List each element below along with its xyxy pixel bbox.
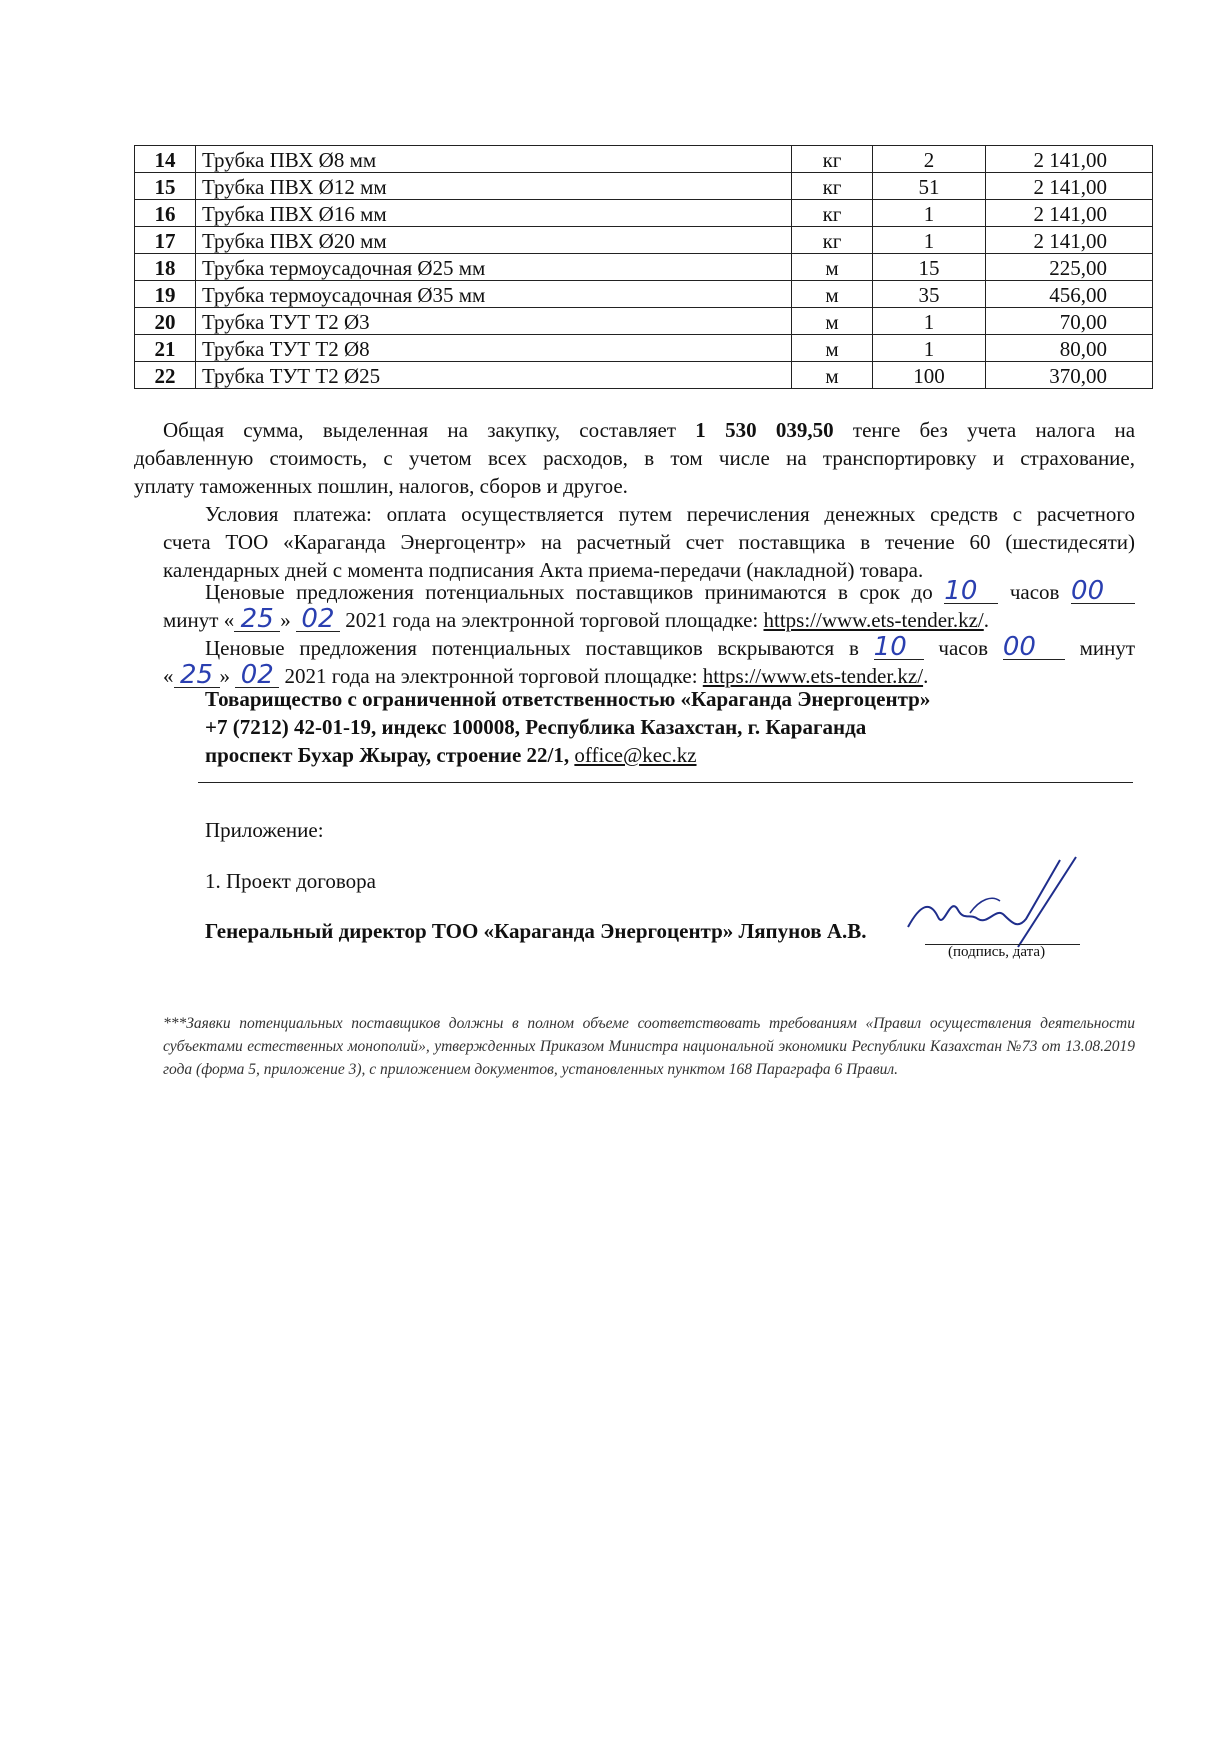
item-unit: м xyxy=(792,254,873,281)
total-amount: 1 530 039,50 xyxy=(695,418,834,442)
table-row xyxy=(135,200,1153,227)
separator-line xyxy=(198,782,1133,783)
item-price: 2 141,00 xyxy=(986,227,1153,254)
accept-day: 25 xyxy=(234,607,280,632)
item-unit: кг xyxy=(792,146,873,173)
company-address: проспект Бухар Жырау, строение 22/1, office@kec.kz xyxy=(205,743,697,767)
item-unit: м xyxy=(792,362,873,389)
total-line-3: уплату таможенных пошлин, налогов, сборов и другое. xyxy=(134,474,628,498)
table-row xyxy=(135,335,1153,362)
open-url[interactable]: https://www.ets-tender.kz/ xyxy=(702,664,924,688)
open-hour: 10 xyxy=(874,635,924,660)
signature-caption: (подпись, дата) xyxy=(948,944,1046,960)
item-name: Трубка ТУТ Т2 Ø3 xyxy=(196,308,792,335)
open-line-2: « 25 » 02 2021 года на электронной торговой площадке: https://www.ets-tender.kz/. xyxy=(163,660,929,690)
appendix-title: Приложение: xyxy=(205,818,324,842)
item-quantity: 1 xyxy=(873,308,986,335)
company-contacts: +7 (7212) 42-01-19, индекс 100008, Республика Казахстан, г. Караганда xyxy=(205,715,867,739)
item-unit: м xyxy=(792,281,873,308)
item-price: 370,00 xyxy=(986,362,1153,389)
accept-hour: 10 xyxy=(944,579,998,604)
table-row xyxy=(135,227,1153,254)
item-name: Трубка ПВХ Ø12 мм xyxy=(196,173,792,200)
accept-line-1: Ценовые предложения потенциальных поставщиков принимаются в срок до 10 часов 00 xyxy=(205,575,1135,609)
footnote: ***Заявки потенциальных поставщиков должны в полном объеме соответствовать требованиям «Правил осуществления деятельности субъектами естественных монополий», утвержденных Приказом Министра национальной экономики Республики Казахстан №73 от 13.08.2019 года (форма 5, приложение 3), с приложением документов, установленных пунктом 168 Параграфа 6 Правил. xyxy=(163,1015,1135,1078)
item-price: 2 141,00 xyxy=(986,146,1153,173)
payment-line-3: календарных дней с момента подписания Акта приема-передачи (накладной) товара. xyxy=(163,558,924,582)
company-name: Товарищество с ограниченной ответственностью «Караганда Энергоцентр» xyxy=(205,687,931,711)
item-quantity: 15 xyxy=(873,254,986,281)
item-name: Трубка ПВХ Ø20 мм xyxy=(196,227,792,254)
table-row xyxy=(135,308,1153,335)
items-table xyxy=(134,145,1153,389)
item-unit: кг xyxy=(792,173,873,200)
item-price: 2 141,00 xyxy=(986,200,1153,227)
open-day: 25 xyxy=(174,663,220,688)
item-name: Трубка ТУТ Т2 Ø25 xyxy=(196,362,792,389)
row-number: 16 xyxy=(135,200,196,227)
table-row xyxy=(135,254,1153,281)
total-line-2: добавленную стоимость, с учетом всех расходов, в том числе на транспортировку и страхование, xyxy=(134,446,1135,470)
signature-image xyxy=(900,855,1090,950)
accept-month: 02 xyxy=(296,607,340,632)
item-quantity: 51 xyxy=(873,173,986,200)
item-price: 225,00 xyxy=(986,254,1153,281)
accept-line-2: минут « 25 » 02 2021 года на электронной торговой площадке: https://www.ets-tender.kz/. xyxy=(163,604,990,634)
open-line-1: Ценовые предложения потенциальных поставщиков вскрываются в 10 часов 00 минут xyxy=(205,632,1136,662)
payment-line-1: Условия платежа: оплата осуществляется путем перечисления денежных средств с расчетного xyxy=(205,502,1135,526)
row-number: 20 xyxy=(135,308,196,335)
item-quantity: 1 xyxy=(873,227,986,254)
item-unit: кг xyxy=(792,227,873,254)
item-price: 80,00 xyxy=(986,335,1153,362)
signer-line: Генеральный директор ТОО «Караганда Энергоцентр» Ляпунов А.В. xyxy=(205,919,867,943)
item-quantity: 1 xyxy=(873,200,986,227)
table-row xyxy=(135,362,1153,389)
row-number: 22 xyxy=(135,362,196,389)
item-name: Трубка ТУТ Т2 Ø8 xyxy=(196,335,792,362)
item-unit: кг xyxy=(792,200,873,227)
item-name: Трубка ПВХ Ø8 мм xyxy=(196,146,792,173)
total-line-1: Общая сумма, выделенная на закупку, составляет 1 530 039,50 тенге без учета налога на xyxy=(163,418,1136,442)
item-name: Трубка ПВХ Ø16 мм xyxy=(196,200,792,227)
row-number: 18 xyxy=(135,254,196,281)
table-row xyxy=(135,146,1153,173)
item-name: Трубка термоусадочная Ø25 мм xyxy=(196,254,792,281)
appendix-item-1: 1. Проект договора xyxy=(205,869,376,893)
accept-url[interactable]: https://www.ets-tender.kz/ xyxy=(763,608,984,632)
row-number: 14 xyxy=(135,146,196,173)
item-name: Трубка термоусадочная Ø35 мм xyxy=(196,281,792,308)
item-price: 70,00 xyxy=(986,308,1153,335)
open-minute: 00 xyxy=(1003,635,1065,660)
row-number: 19 xyxy=(135,281,196,308)
item-quantity: 100 xyxy=(873,362,986,389)
item-unit: м xyxy=(792,335,873,362)
table-row xyxy=(135,281,1153,308)
accept-minute: 00 xyxy=(1071,579,1135,604)
item-quantity: 1 xyxy=(873,335,986,362)
item-price: 2 141,00 xyxy=(986,173,1153,200)
item-quantity: 2 xyxy=(873,146,986,173)
row-number: 17 xyxy=(135,227,196,254)
open-month: 02 xyxy=(235,663,279,688)
table-row xyxy=(135,173,1153,200)
company-email[interactable]: office@kec.kz xyxy=(574,743,697,767)
item-unit: м xyxy=(792,308,873,335)
row-number: 15 xyxy=(135,173,196,200)
payment-line-2: счета ТОО «Караганда Энергоцентр» на расчетный счет поставщика в течение 60 (шестидесяти) xyxy=(163,530,1135,554)
row-number: 21 xyxy=(135,335,196,362)
item-price: 456,00 xyxy=(986,281,1153,308)
item-quantity: 35 xyxy=(873,281,986,308)
